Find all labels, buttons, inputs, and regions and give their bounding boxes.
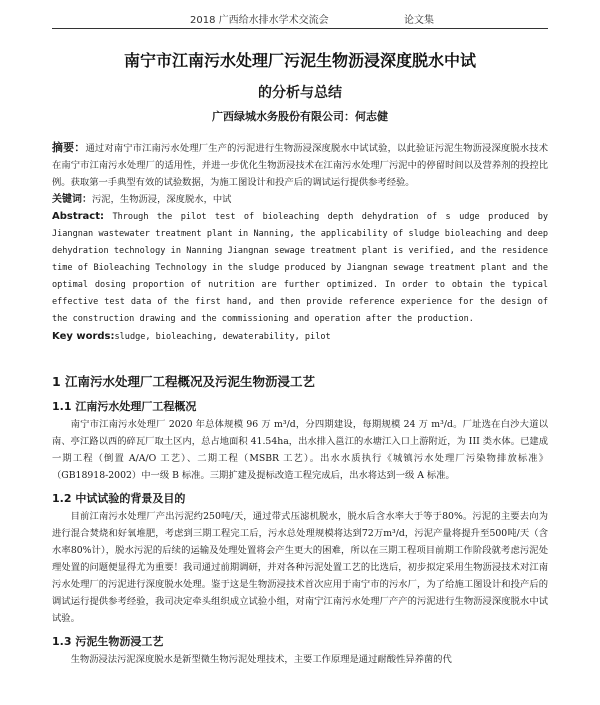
- abstract-chinese-text: 通过对南宁市江南污水处理厂生产的污泥进行生物沥浸深度脱水中试试验，以此验证污泥生物沥浸深度脱水技术在南宁市江南污水处理厂的适用性，并进一步优化生物沥浸技术在江南污水处理厂污泥中的停留时间以及营养剂的投控比例。获取第一手典型有效的试验数据，为施工图设计和投产后的调试运行提供参考经验。: [52, 143, 548, 188]
- section-1-3-heading: 1.3 污泥生物沥浸工艺: [52, 635, 164, 648]
- running-head-conference: 2018 广西给水排水学术交流会: [190, 15, 329, 26]
- paper-title: 南宁市江南污水处理厂污泥生物沥浸深度脱水中试: [123, 51, 476, 70]
- section-1-heading: 1 江南污水处理厂工程概况及污泥生物沥浸工艺: [52, 374, 316, 389]
- abstract-english-label: Abstract:: [52, 211, 105, 222]
- abstract-english-text: Through the pilot test of bioleaching depth dehydration of s udge produced by Jiangnan wastewater treatment plant in Nanning, the applicability of sludge bioleaching and deep dehydration technology in Nanning Jiangnan sewage treatment plant is verified, and the residence time of Bioleaching Technology in the sludge produced by Jiangnan sewage treatment plant and the optimal dosing proportion of nutrition are further optimized. In order to obtain the typical effective test data of the first hand, and then provide reference experience for the design of the construction drawing and the commissioning and operation after the production.: [52, 212, 548, 324]
- section-1-2-paragraph: 目前江南污水处理厂产出污泥约250吨/天，通过带式压滤机脱水，脱水后含水率大于等于80%。污泥的主要去向为进行混合焚烧和好氧堆肥，考虑到三期工程完工后，污水总处理规模将达到72万m³/d，污泥产量将提升至500吨/天（含水率80%计），脱水污泥的后续的运输及处理处置将会产生更大的困难，所以在三期工程项目前期工作阶段就考虑污泥处理处置的问题便显得尤为重要！我司通过前期调研，并对各种污泥处置工艺的比选后，初步拟定采用生物沥浸技术对江南污水处理厂的污泥进行深度脱水处理。鉴于这是生物沥浸技术首次应用于南宁市的污水厂，为了给施工图设计和投产后的调试运行提供参考经验，我司决定牵头组织成立试验小组，对南宁江南污水处理厂产产的污泥进行生物沥浸深度脱水中试试验。: [52, 511, 548, 624]
- keywords-chinese: [52, 191, 548, 208]
- section-1-3-paragraph: 生物沥浸法污泥深度脱水是新型微生物污泥处理技术，主要工作原理是通过耐酸性异养菌的代: [70, 654, 452, 665]
- section-1-1-paragraph: 南宁市江南污水处理厂 2020 年总体规模 96 万 m³/d，分四期建设，每期规模 24 万 m³/d。厂址选在白沙大道以南、亭江路以西的碎瓦厂取土区内，总占地面积 41.54ha，出水排入邕江的水塘江入口上游附近，为 III 类水体。已建成一期工程（倒置 A/A/O 工艺）、二期工程（MSBR 工艺）。出水水质执行《城镇污水处理厂污染物排放标准》（GB18918-2002）中一级 B 标准。三期扩建及提标改造工程完成后，出水将达到一级 A 标准。: [52, 419, 548, 481]
- keywords-english: [52, 328, 548, 346]
- keywords-chinese-label: 关键词：: [52, 194, 92, 205]
- abstract-english: [52, 208, 548, 328]
- paper-subtitle: 的分析与总结: [258, 85, 342, 101]
- keywords-english-text: sludge, bioleaching, dewaterability, pilot: [114, 332, 331, 342]
- abstract-chinese: [52, 139, 548, 191]
- keywords-english-label: Key words:: [52, 331, 115, 342]
- abstract-chinese-label: 摘要：: [52, 141, 86, 154]
- running-head-proceedings: 论文集: [404, 15, 434, 26]
- keywords-chinese-text: 污泥，生物沥浸，深度脱水，中试: [92, 194, 232, 205]
- running-head: [52, 0, 548, 29]
- section-1-2-heading: 1.2 中试试验的背景及目的: [52, 492, 186, 505]
- section-1-1-heading: 1.1 江南污水处理厂工程概况: [52, 400, 197, 413]
- author-affiliation: 广西绿城水务股份有限公司：何志健: [212, 110, 388, 123]
